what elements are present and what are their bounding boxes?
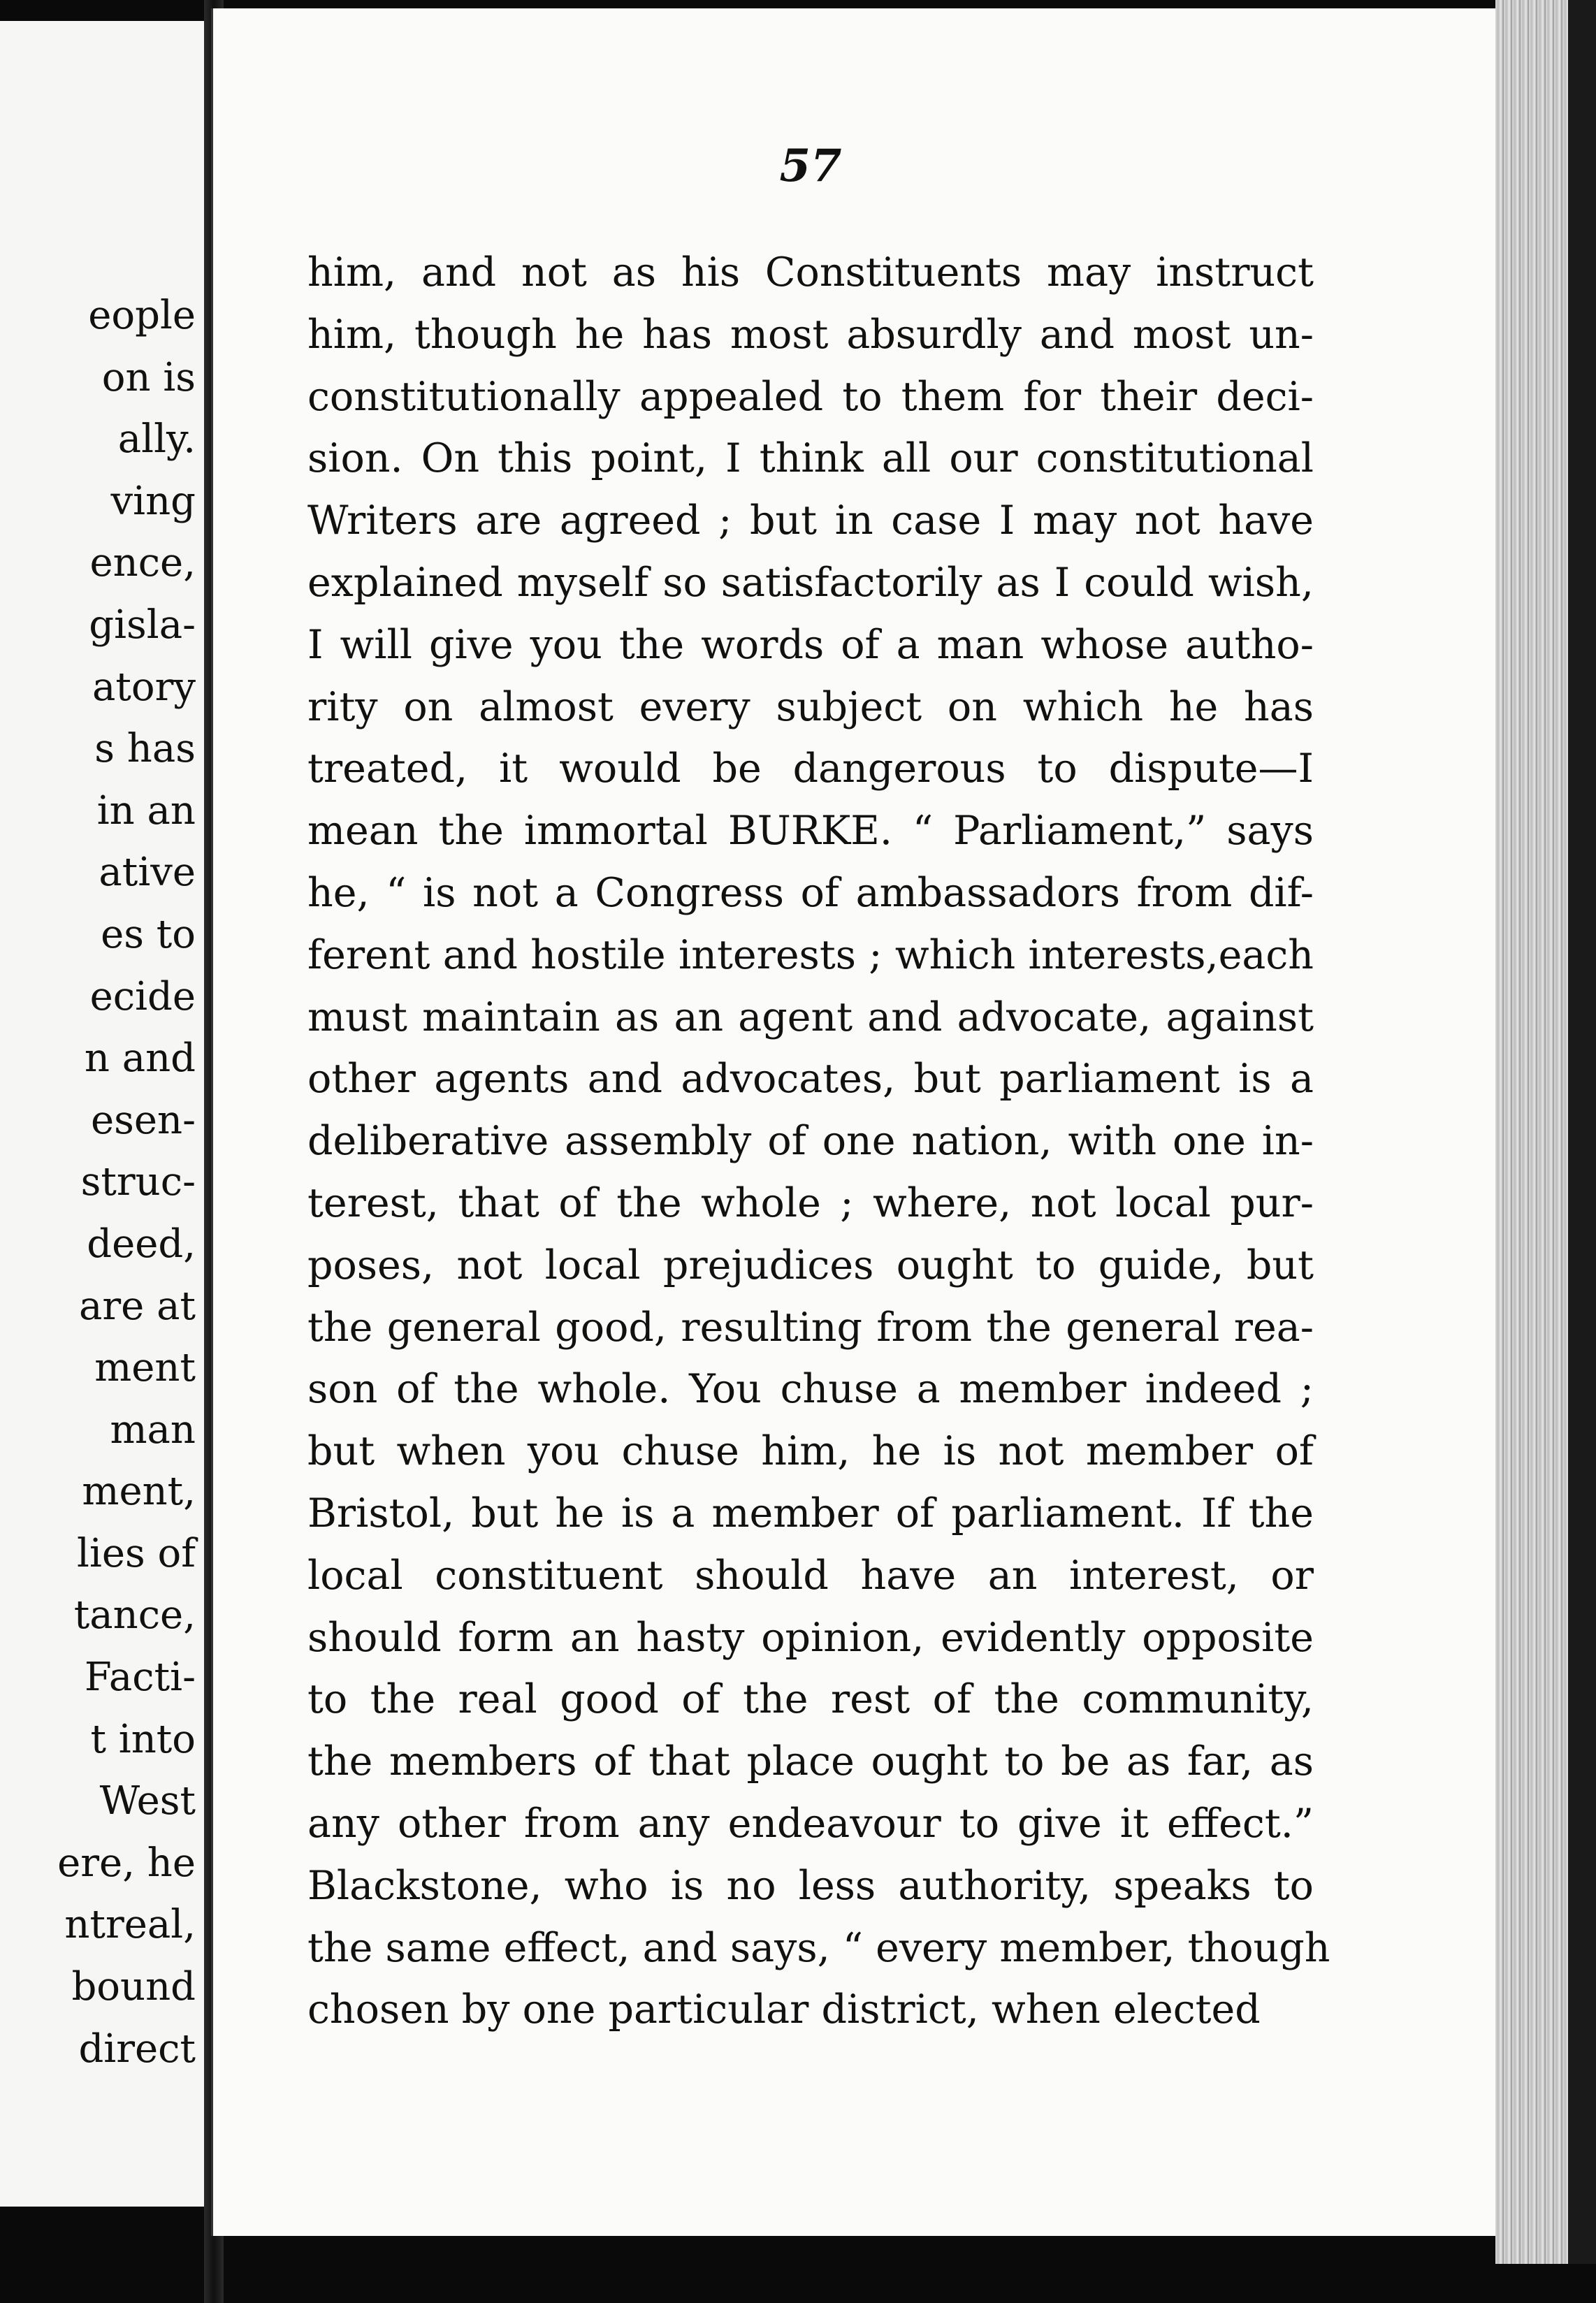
- text-line: him, though he has most absurdly and most un-: [307, 311, 1314, 358]
- left-page-line: West: [99, 1778, 196, 1824]
- text-line: must maintain as an agent and advocate, against: [307, 994, 1314, 1040]
- left-page-line: ally.: [117, 416, 196, 463]
- left-page-line: gisla-: [89, 602, 196, 648]
- left-page-line: es to: [101, 911, 196, 957]
- left-page-line: deed,: [87, 1221, 196, 1267]
- left-page-line: ntreal,: [64, 1902, 196, 1948]
- text-line: him, and not as his Constituents may instruct: [307, 249, 1314, 296]
- left-page-line: ving: [110, 478, 196, 524]
- left-page-line: t into: [90, 1716, 196, 1762]
- left-page-line: bound: [71, 1964, 196, 2010]
- text-line: the same effect, and says, “ every member, though: [307, 1924, 1330, 1971]
- left-page-line: struc-: [80, 1159, 196, 1205]
- text-line: chosen by one particular district, when elected: [307, 1986, 1261, 2033]
- text-line: other agents and advocates, but parliament is a: [307, 1056, 1314, 1103]
- left-page-line: direct: [78, 2026, 196, 2072]
- text-line: mean the immortal BURKE. “ Parliament,” says: [307, 808, 1314, 855]
- left-page-line: tance,: [73, 1592, 196, 1639]
- left-page-line: ment,: [82, 1469, 196, 1515]
- left-page-line: eople: [88, 293, 196, 338]
- text-line: son of the whole. You chuse a member indeed ;: [307, 1366, 1314, 1413]
- left-page-line: lies of: [77, 1530, 196, 1576]
- text-line: sion. On this point, I think all our constitutional: [307, 435, 1314, 482]
- text-line: he, “ is not a Congress of ambassadors from dif-: [307, 869, 1314, 916]
- text-line: local constituent should have an interest, or: [307, 1552, 1314, 1599]
- left-page-line: ment: [94, 1345, 196, 1391]
- text-line: terest, that of the whole ; where, not local pur-: [307, 1179, 1314, 1226]
- text-line: Blackstone, who is no less authority, speaks to: [307, 1862, 1314, 1909]
- text-line: poses, not local prejudices ought to guide, but: [307, 1242, 1314, 1288]
- text-line: treated, it would be dangerous to dispute—I: [307, 746, 1314, 792]
- text-line: constitutionally appealed to them for their deci-: [307, 373, 1314, 420]
- left-page-line: in an: [96, 787, 196, 834]
- left-page: [0, 21, 208, 2207]
- text-line: should form an hasty opinion, evidently opposite: [307, 1614, 1314, 1661]
- left-page-line: n and: [84, 1036, 196, 1082]
- text-line: the general good, resulting from the general rea-: [307, 1304, 1314, 1351]
- page-edges: [1495, 0, 1596, 2264]
- left-page-line: are at: [79, 1283, 196, 1329]
- body-text: [307, 242, 1330, 2041]
- left-page-line: atory: [92, 664, 196, 710]
- left-page-line: ative: [99, 850, 196, 896]
- left-page-line: on is: [101, 354, 196, 400]
- left-page-line: man: [110, 1407, 196, 1453]
- left-page-text: [57, 285, 196, 2080]
- left-page-line: esen-: [90, 1097, 196, 1143]
- text-line: any other from any endeavour to give it effect.”: [307, 1800, 1314, 1847]
- text-line: but when you chuse him, he is not member of: [307, 1428, 1314, 1475]
- left-page-line: ecide: [89, 973, 196, 1019]
- text-line: I will give you the words of a man whose autho-: [307, 621, 1314, 668]
- text-line: Bristol, but he is a member of parliament. If the: [307, 1490, 1314, 1536]
- text-line: ferent and hostile interests ; which interests,each: [307, 931, 1314, 978]
- left-page-line: ere, he: [57, 1840, 196, 1886]
- text-line: Writers are agreed ; but in case I may not have: [307, 497, 1314, 544]
- text-line: explained myself so satisfactorily as I could wish,: [307, 559, 1314, 606]
- left-page-line: s has: [94, 726, 196, 772]
- left-page-line: ence,: [89, 540, 196, 586]
- text-line: deliberative assembly of one nation, with one in-: [307, 1118, 1314, 1165]
- text-line: rity on almost every subject on which he has: [307, 683, 1314, 730]
- page-number: 57: [779, 140, 842, 192]
- left-page-line: Facti-: [84, 1655, 196, 1701]
- text-line: the members of that place ought to be as far, as: [307, 1738, 1314, 1785]
- text-line: to the real good of the rest of the community,: [307, 1676, 1314, 1723]
